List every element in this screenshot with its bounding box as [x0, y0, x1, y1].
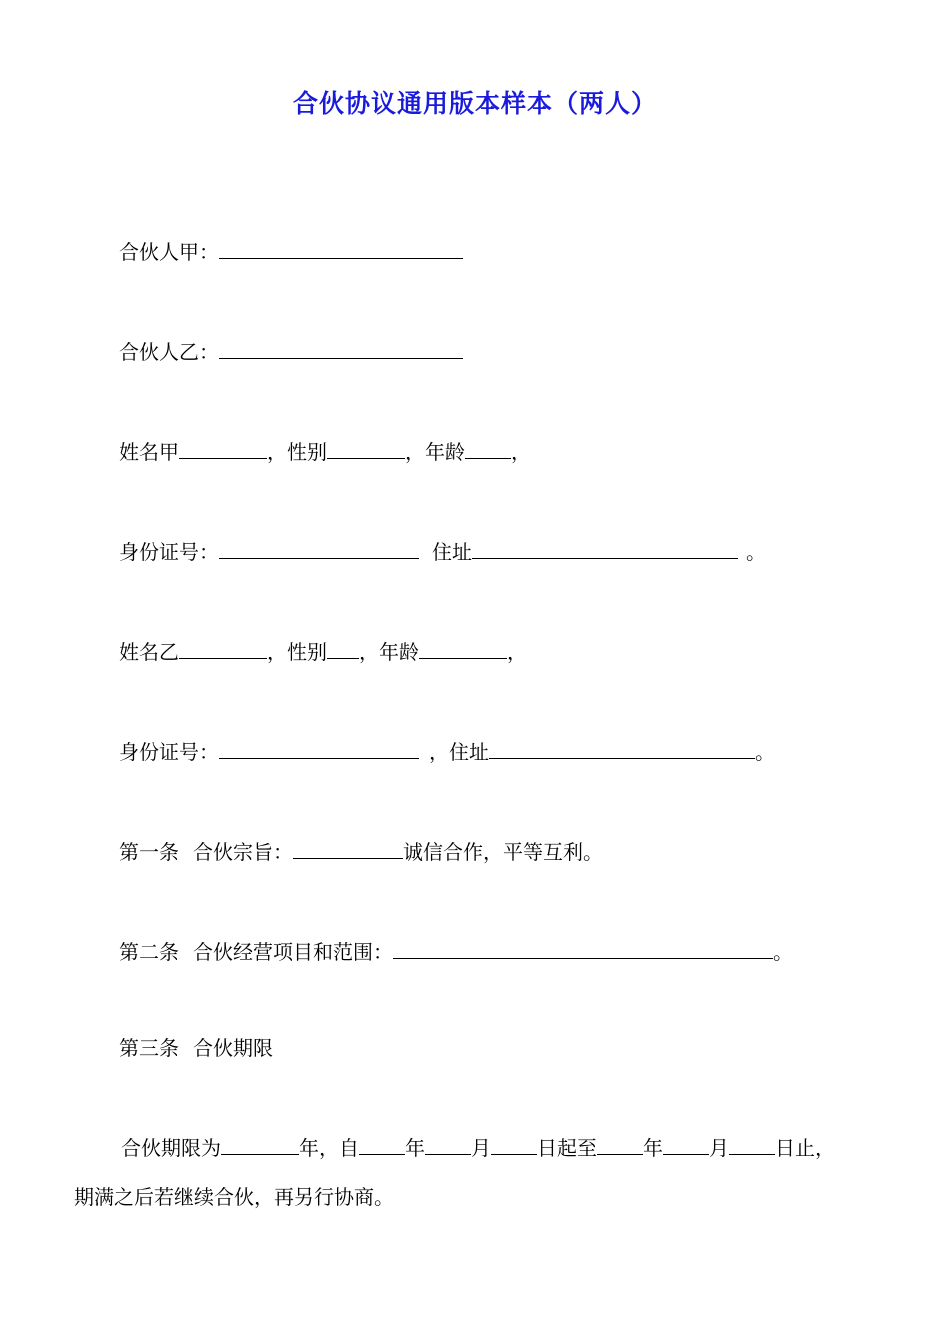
address-a-blank[interactable]: [472, 538, 738, 559]
article-1-line: [119, 838, 603, 866]
partner-a-line: [119, 238, 463, 266]
partner-b-line: [119, 338, 463, 366]
start-month-blank[interactable]: [425, 1134, 471, 1155]
address-b-blank[interactable]: [489, 738, 755, 759]
end-day-blank[interactable]: [729, 1134, 775, 1155]
partner-a-blank[interactable]: [219, 238, 463, 259]
partner-a-label: 合伙人甲：: [119, 240, 219, 264]
article-1-label: 合伙宗旨：: [193, 840, 293, 864]
term-line: [121, 1134, 835, 1162]
start-month-unit: 月: [471, 1136, 491, 1160]
age-b-label: ，年龄: [359, 640, 419, 664]
comma: ，: [507, 640, 527, 664]
partner-b-blank[interactable]: [219, 338, 463, 359]
term-year-unit: 年: [299, 1136, 319, 1160]
article-2-label: 合伙经营项目和范围：: [193, 940, 393, 964]
id-a-blank[interactable]: [219, 538, 419, 559]
comma: ，: [511, 440, 531, 464]
article-2-heading: 第二条: [119, 940, 179, 964]
article-2-line: [119, 938, 793, 966]
name-a-label: 姓名甲: [119, 440, 179, 464]
gender-b-blank[interactable]: [327, 638, 359, 659]
id-b-blank[interactable]: [219, 738, 419, 759]
address-b-label: ，住址: [429, 740, 489, 764]
end-year-blank[interactable]: [597, 1134, 643, 1155]
start-year-blank[interactable]: [359, 1134, 405, 1155]
age-b-blank[interactable]: [419, 638, 507, 659]
start-day-blank[interactable]: [491, 1134, 537, 1155]
article-3-label: 合伙期限: [193, 1036, 273, 1060]
partner-b-label: 合伙人乙：: [119, 340, 219, 364]
term-prefix: 合伙期限为: [121, 1136, 221, 1160]
name-a-blank[interactable]: [179, 438, 267, 459]
article-1-heading: 第一条: [119, 840, 179, 864]
age-a-blank[interactable]: [465, 438, 511, 459]
address-a-label: 住址: [432, 540, 472, 564]
period: 。: [773, 940, 793, 964]
person-b-line: [119, 638, 527, 666]
name-b-label: 姓名乙: [119, 640, 179, 664]
id-a-label: 身份证号：: [119, 540, 219, 564]
start-year-unit: 年: [405, 1136, 425, 1160]
period: 。: [755, 740, 775, 764]
article-1-blank[interactable]: [293, 838, 403, 859]
document-title: 合伙协议通用版本样本（两人）: [292, 89, 657, 118]
gender-b-label: ，性别: [267, 640, 327, 664]
article-2-blank[interactable]: [393, 938, 773, 959]
term-continuation: 期满之后若继续合伙，再另行协商。: [74, 1185, 394, 1209]
article-1-text: 诚信合作，平等互利。: [403, 840, 603, 864]
gender-a-blank[interactable]: [327, 438, 405, 459]
start-day-unit: 日起至: [537, 1136, 597, 1160]
end-month-unit: 月: [709, 1136, 729, 1160]
term-years-blank[interactable]: [221, 1134, 299, 1155]
id-b-line: [119, 738, 775, 766]
person-a-line: [119, 438, 531, 466]
term-from: ，自: [319, 1136, 359, 1160]
age-a-label: ，年龄: [405, 440, 465, 464]
period: 。: [746, 540, 766, 564]
id-a-line: [119, 538, 766, 566]
end-month-blank[interactable]: [663, 1134, 709, 1155]
article-3-line: [119, 1034, 273, 1062]
id-b-label: 身份证号：: [119, 740, 219, 764]
end-day-unit: 日止，: [775, 1136, 835, 1160]
name-b-blank[interactable]: [179, 638, 267, 659]
end-year-unit: 年: [643, 1136, 663, 1160]
gender-a-label: ，性别: [267, 440, 327, 464]
article-3-heading: 第三条: [119, 1036, 179, 1060]
